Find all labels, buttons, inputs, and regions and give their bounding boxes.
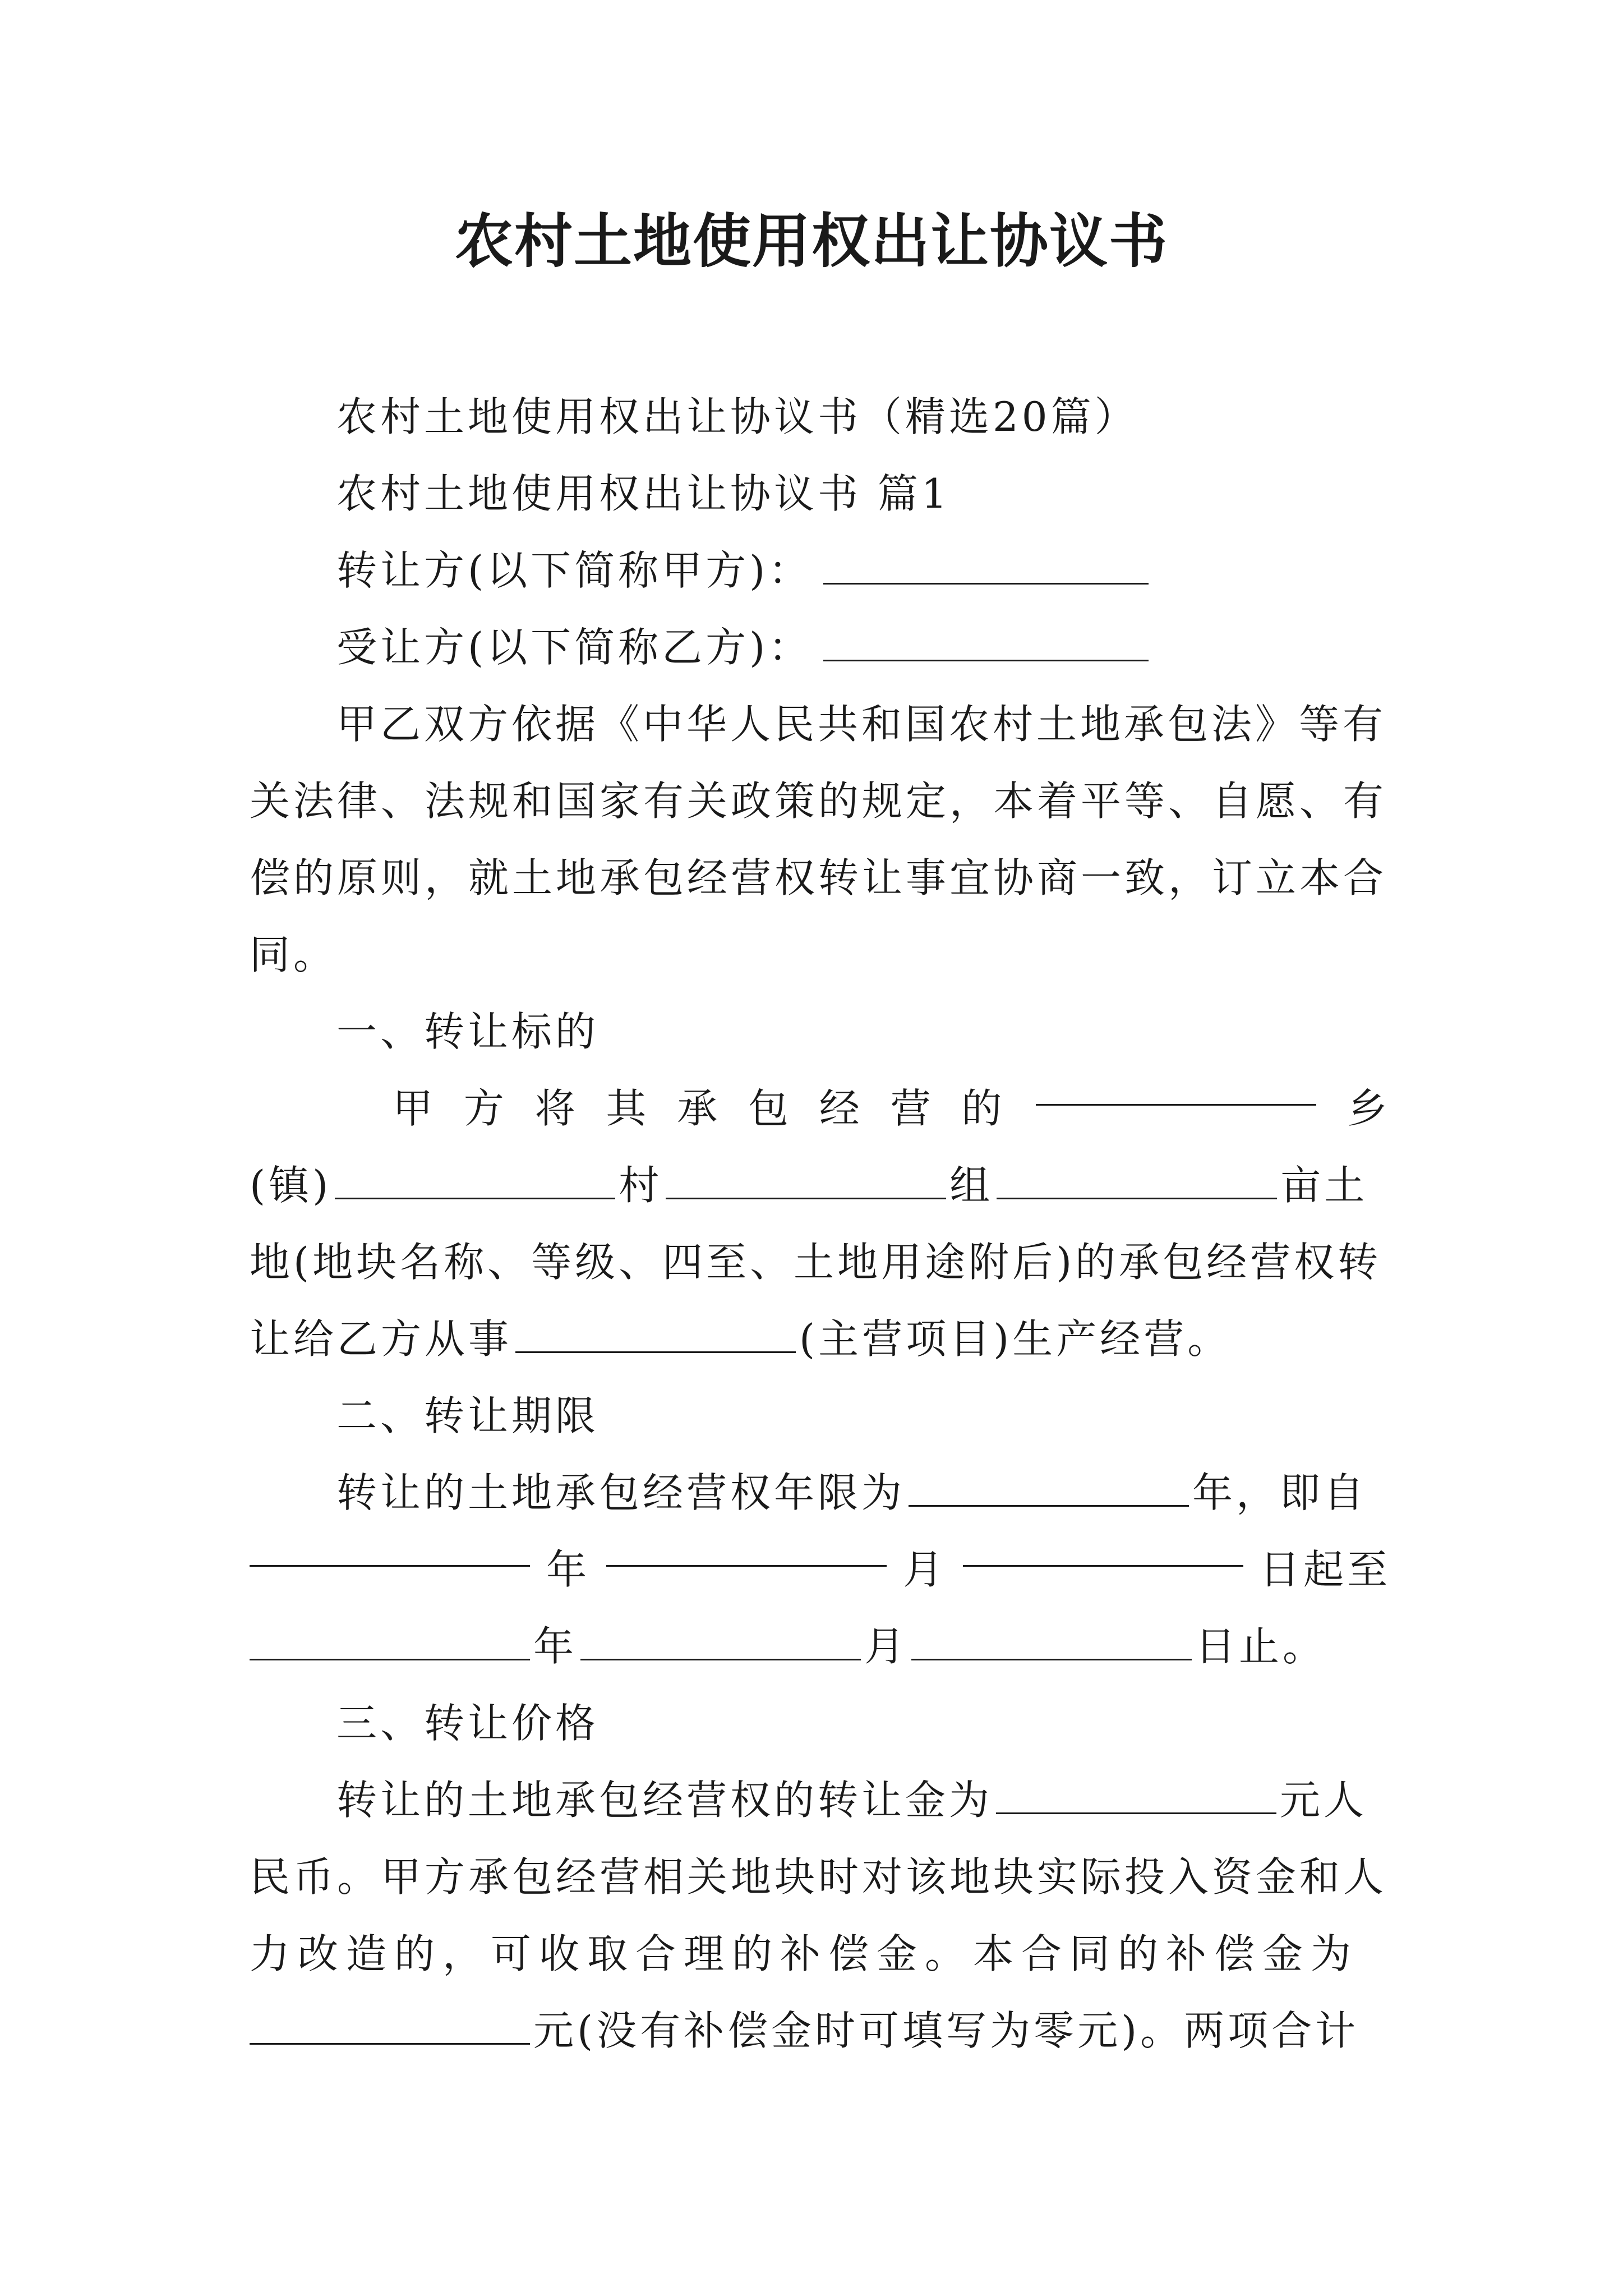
- transferee-blank: [823, 626, 1149, 661]
- term-years-blank: [909, 1471, 1189, 1507]
- document-subtitle: 农村土地使用权出让协议书（精选20篇）: [336, 393, 1138, 440]
- section3-heading: 三、转让价格: [336, 1700, 600, 1747]
- section2-line-2: [250, 1531, 1391, 1608]
- section1-char: 甲: [393, 1085, 437, 1132]
- section3-line-2: 民币。甲方承包经营相关地块时对该地块实际投入资金和人: [250, 1853, 1387, 1901]
- transferee-line: [250, 609, 1391, 686]
- section1-heading: 一、转让标的: [336, 1008, 600, 1055]
- end-month-label: 月: [864, 1623, 909, 1670]
- town-label: (镇): [250, 1162, 332, 1209]
- section1-char: 包: [748, 1085, 792, 1132]
- term-label: 转让的土地承包经营权年限为: [336, 1469, 906, 1516]
- section1-line-4: [250, 1301, 1391, 1378]
- section1-char: 方: [463, 1085, 508, 1132]
- start-month-label: 月: [902, 1546, 947, 1593]
- section3-line-4: [250, 1993, 1391, 2069]
- section3-line-1: [250, 1762, 1391, 1839]
- mu-label: 亩土: [1280, 1162, 1368, 1209]
- section1-line-3: 地(地块名称、等级、四至、土地用途附后)的承包经营权转: [250, 1239, 1382, 1286]
- compensation-suffix: 元(没有补偿金时可填写为零元)。两项合计: [533, 2007, 1359, 2054]
- end-year-blank: [250, 1625, 530, 1660]
- intro-line-2: 关法律、法规和国家有关政策的规定，本着平等、自愿、有: [250, 777, 1387, 825]
- township-label: 乡: [1347, 1085, 1391, 1132]
- village-label: 村: [619, 1162, 663, 1209]
- start-year-label: 年: [546, 1546, 590, 1593]
- start-day-label: 日起至: [1259, 1546, 1391, 1593]
- intro-line-4: 同。: [250, 931, 338, 978]
- group-label: 组: [949, 1162, 994, 1209]
- transferor-line: [250, 532, 1391, 609]
- section1-char: 营: [890, 1085, 934, 1132]
- intro-line-1: 甲乙双方依据《中华人民共和国农村土地承包法》等有: [336, 701, 1387, 748]
- start-day-blank: [963, 1531, 1243, 1567]
- town-blank: [335, 1164, 615, 1199]
- intro-line-3: 偿的原则，就土地承包经营权转让事宜协商一致，订立本合: [250, 854, 1387, 901]
- township-blank: [1036, 1070, 1316, 1106]
- purpose-blank: [515, 1318, 796, 1353]
- section1-line-1: [250, 1070, 1391, 1147]
- document-body: [250, 379, 1391, 2069]
- price-suffix: 元人: [1280, 1777, 1368, 1824]
- compensation-blank: [250, 2009, 530, 2045]
- section1-line-2: [250, 1147, 1391, 1224]
- start-year-blank: [250, 1531, 530, 1567]
- end-month-blank: [580, 1625, 861, 1660]
- section1-char: 经: [819, 1085, 863, 1132]
- price-blank: [996, 1779, 1276, 1814]
- transferor-label: 转让方(以下简称甲方)：: [336, 547, 813, 594]
- section1-char: 将: [534, 1085, 579, 1132]
- section1-char: 的: [961, 1085, 1006, 1132]
- end-day-blank: [911, 1625, 1192, 1660]
- section1-char: 其: [606, 1085, 650, 1132]
- group-blank: [997, 1164, 1277, 1199]
- chapter-heading: 农村土地使用权出让协议书 篇1: [336, 470, 951, 517]
- purpose-label: 让给乙方从事: [250, 1315, 513, 1363]
- end-day-label: 日止。: [1195, 1623, 1327, 1670]
- end-year-label: 年: [533, 1623, 578, 1670]
- transferee-label: 受让方(以下简称乙方)：: [336, 624, 813, 671]
- village-blank: [666, 1164, 946, 1199]
- term-suffix: 年，即自: [1192, 1469, 1368, 1516]
- start-month-blank: [606, 1531, 887, 1567]
- section1-char: 承: [677, 1085, 721, 1132]
- price-label: 转让的土地承包经营权的转让金为: [336, 1777, 993, 1824]
- section2-line-1: [250, 1455, 1391, 1531]
- purpose-suffix: (主营项目)生产经营。: [799, 1315, 1232, 1363]
- section2-heading: 二、转让期限: [336, 1392, 600, 1439]
- section2-line-3: [250, 1608, 1391, 1685]
- transferor-blank: [823, 549, 1149, 585]
- section3-line-3: 力改造的，可收取合理的补偿金。本合同的补偿金为: [250, 1930, 1359, 1977]
- document-title: 农村土地使用权出让协议书: [454, 206, 1168, 275]
